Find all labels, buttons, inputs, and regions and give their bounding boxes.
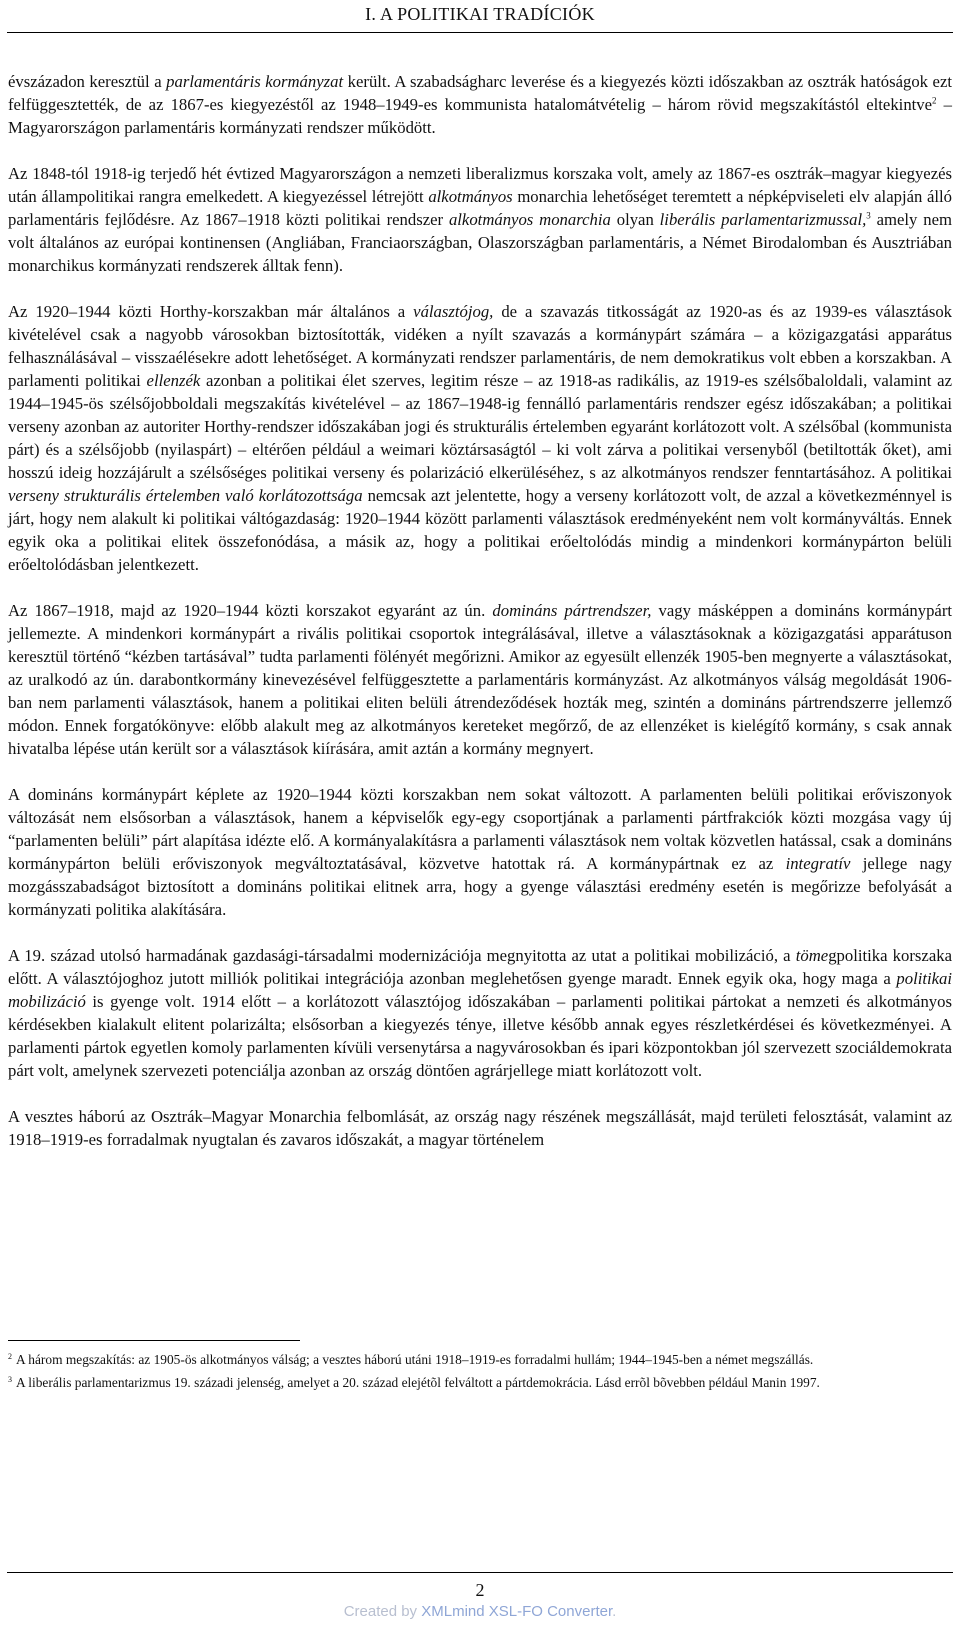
emphasized-text: töme bbox=[795, 946, 829, 965]
text-run: A domináns kormánypárt képlete az 1920–1944 közti korszakban nem sokat változott. A parlamenten belüli politikai erőviszonyok változását nem elsősorban a választások, hanem a képviselők egy-egy csoportjának a parlamenti pártfrakciók közti mozgása vagy új “parlamenten belüli” párt alapítása idézte elő. A kormányalakításra a parlamenti választások nem voltak közvetlen hatással, csak a domináns kormánypárton belüli erőviszonyok megváltoztatásával, közvetve hatottak rá. A kormánypártnak ez az bbox=[8, 785, 952, 873]
footnote-text: A három megszakítás: az 1905-ös alkotmányos válság; a vesztes háború utáni 1918–1919-es forradalmi hullám; 1944–1945-ben a német megszállás. bbox=[16, 1352, 814, 1367]
text-run: – Magyarországon parlamentáris kormányzati rendszer működött. bbox=[8, 95, 952, 137]
emphasized-text: alkotmányos monarchia bbox=[448, 210, 611, 229]
footnotes bbox=[8, 1350, 952, 1396]
footnote-number: 3 bbox=[8, 1374, 12, 1384]
text-run: került. A szabadságharc leverése és a kiegyezés közti időszakban az osztrák hatóságok ezt felfüggesztették, de az 1867-es kiegyezéstől az 1948–1949-es kommunista hatalomátvételig – három rövid megszakítástól eltekintve bbox=[8, 72, 952, 114]
emphasized-text: liberális parlamentarizmussal, bbox=[659, 210, 867, 229]
text-run: A 19. század utolsó harmadának gazdasági-társadalmi modernizációja megnyitotta az utat a politikai mobilizáció, a bbox=[8, 946, 796, 965]
emphasized-text: verseny strukturális értelemben való korlátozottsága bbox=[8, 486, 363, 505]
emphasized-text: ellenzék bbox=[146, 371, 201, 390]
running-header: I. A POLITIKAI TRADÍCIÓK bbox=[365, 4, 595, 24]
footnote-3 bbox=[8, 1373, 952, 1392]
footnote-divider bbox=[8, 1340, 300, 1341]
text-run: nemcsak azt jelentette, hogy a verseny korlátozott volt, de azzal a következménnyel is járt, hogy nem alakult ki politikai váltógazdaság: 1920–1944 között parlamenti választások eredményeként nem volt kormányváltás. Ennek egyik oka a politikai elitek összefonódása, a másik az, hogy a politikai erőeltolódás mindig a mindenkori kormánypárton belüli erőeltolódásban jelentkezett. bbox=[8, 486, 952, 574]
paragraph-6 bbox=[8, 944, 952, 1082]
paragraph-2 bbox=[8, 162, 952, 277]
paragraph-5 bbox=[8, 783, 952, 921]
footer-divider bbox=[7, 1572, 953, 1573]
emphasized-text: politikai mobilizáció bbox=[8, 969, 952, 1011]
header-divider bbox=[7, 32, 953, 33]
text-run: Az 1867–1918, majd az 1920–1944 közti korszakot egyaránt az ún. bbox=[8, 601, 493, 620]
footnote-reference: 2 bbox=[932, 95, 937, 106]
footnote-number: 2 bbox=[8, 1351, 12, 1361]
text-run: gpolitika korszaka előtt. A választójoghoz jutott milliók politikai integrációja azonban meglehetősen gyenge maradt. Ennek egyik oka, hogy maga a bbox=[8, 946, 952, 988]
emphasized-text: választójog, bbox=[413, 302, 494, 321]
watermark-prefix: Created by bbox=[343, 1603, 422, 1620]
emphasized-text: parlamentáris kormányzat bbox=[166, 72, 344, 91]
emphasized-text: alkotmányos bbox=[428, 187, 513, 206]
converter-watermark bbox=[0, 1603, 960, 1620]
emphasized-text: integratív bbox=[785, 854, 851, 873]
footnote-reference: 3 bbox=[866, 210, 871, 221]
text-run: Az 1848-tól 1918-ig terjedő hét évtized Magyarországon a nemzeti liberalizmus korszaka volt, amely az 1867-es osztrák–magyar kiegyezés után állampolitikai rangra emelkedett. A kiegyezéssel létrejött bbox=[8, 164, 952, 206]
text-run: olyan bbox=[610, 210, 660, 229]
text-run: jellege nagy mozgásszabadságot biztosított a domináns politikai elitnek arra, hogy a gyenge választási eredmény esetén is megőrizze befolyását a kormányzati politika alakítására. bbox=[8, 854, 952, 919]
paragraph-4 bbox=[8, 599, 952, 760]
footnote-2 bbox=[8, 1350, 952, 1369]
page-number: 2 bbox=[475, 1580, 485, 1600]
text-run: amely nem volt általános az európai kontinensen (Angliában, Franciaországban, Olaszországban parlamentáris, a Német Birodalomban és Ausztriában monarchikus kormányzati rendszerek álltak fenn). bbox=[8, 210, 952, 275]
text-run: de a szavazás titkosságát az 1920-as és az 1939-es választások kivételével csak a nagyobb városokban biztosították, vidéken a nyílt szavazás a kormánypárt számára – a közigazgatási apparátus felhasználásával – visszaélésekre adott lehetőséget. A kormányzati rendszer parlamentáris, de nem demokratikus volt ebben a korszakban. A parlamenti politikai bbox=[8, 302, 953, 390]
text-run: is gyenge volt. 1914 előtt – a korlátozott választójog időszakában – parlamenti politikai pártokat a nemzeti és alkotmányos kérdésekben kialakult elitent polarizálta; elsősorban a kiegyezés ténye, illetve később annak egyes részletkérdései és következményei. A parlamenti pártok egyetlen komoly parlamenten kívüli versenytársa a nagyvárosokban és ipari központokban jól szervezett szociáldemokrata párt volt, amelynek szervezeti potenciálja azonban az ország döntően agrárjellege miatt korlátozott volt. bbox=[8, 992, 952, 1080]
text-run: vagy másképpen a domináns kormánypárt jellemezte. A mindenkori kormánypárt a rivális politikai csoportok integrálásával, illetve a választásoknak a közigazgatási apparátuson keresztül történő “kézben tartásával” tudta parlamenti fölényét megőrizni. Amikor az egyesült ellenzék 1905-ben megnyerte a választásokat, az uralkodó az ún. darabontkormány kinevezésével felfüggesztette a parlamentáris kormányzást. Az alkotmányos válság megoldását 1906-ban nem parlamenti választások, hanem a politikai eliten belüli átrendeződések hozták meg, szintén a domináns pártrendszerre jellemző módon. Ennek forgatókönyve: előbb alakult meg az alkotmányos kereteket megőrző, de az ellenzéket is kielégítő kormány, s csak annak hivatalba lépése után került sor a választások kiírására, amit aztán a kormány megnyert. bbox=[8, 601, 953, 758]
text-run: azonban a politikai élet szerves, legitim része – az 1918-as radikális, az 1919-es szélsőbaloldali, valamint az 1944–1945-ös szélsőjobboldali megszakítás kivételével – az 1867–1948-ig fennálló parlamentáris rendszer egész időszakában; a politikai verseny azonban az autoriter Horthy-rendszer időszakában jogi és strukturális értelemben egyaránt korlátozott volt. A szélsőbal (kommunista párt) és a szélsőjobb (nyilaspárt) – eltérően például a weimari köztársaságtól – ki volt zárva a politikai versenyből (betiltották őket), ami hosszú ideig hozzájárult a szélsőséges politikai verseny és polarizáció elkerüléséhez, s az alkotmányos rendszer fenntartásához. A politikai bbox=[8, 371, 952, 482]
text-run: évszázadon keresztül a bbox=[8, 72, 167, 91]
watermark-product: XMLmind XSL-FO Converter bbox=[421, 1603, 613, 1620]
paragraph-1 bbox=[8, 70, 952, 139]
text-run: A vesztes háború az Osztrák–Magyar Monarchia felbomlását, az ország nagy részének megszállását, majd területi felosztását, valamint az 1918–1919-es forradalmak nyugtalan és zavaros időszakát, a magyar történelem bbox=[8, 1107, 952, 1149]
text-run: monarchia lehetőséget teremtett a népképviseleti elv alapján álló parlamentáris fejlődésre. Az 1867–1918 közti politikai rendszer bbox=[8, 187, 952, 229]
watermark-suffix: . bbox=[612, 1603, 617, 1620]
text-run: Az 1920–1944 közti Horthy-korszakban már általános a bbox=[8, 302, 414, 321]
paragraph-3 bbox=[8, 300, 952, 576]
footnote-text: A liberális parlamentarizmus 19. századi jelenség, amelyet a 20. század elejétõl felváltott a pártdemokrácia. Lásd errõl bõvebben például Manin 1997. bbox=[16, 1375, 820, 1390]
emphasized-text: domináns pártrendszer, bbox=[492, 601, 652, 620]
body-text bbox=[8, 70, 952, 1151]
paragraph-7 bbox=[8, 1105, 952, 1151]
